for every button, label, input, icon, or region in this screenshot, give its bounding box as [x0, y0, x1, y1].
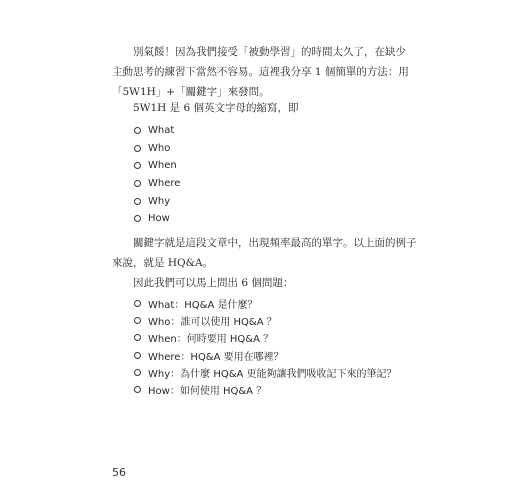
list-item: Where [134, 175, 180, 193]
intro-line-1: 別氣餒！因為我們接受「被動學習」的時間太久了，在缺少 [133, 46, 406, 58]
keyword-paragraph [112, 233, 417, 273]
list-item: How [134, 210, 180, 228]
intro-line-2: 主動思考的練習下當然不容易。這裡我分享 1 個簡單的方法：用 [112, 66, 409, 78]
hollow-circle-bullet-icon [134, 317, 141, 324]
keyword-line-1: 關鍵字就是這段文章中，出現頻率最高的單字。以上面的例子 [133, 237, 417, 249]
hollow-circle-bullet-icon [134, 198, 141, 205]
questions-list [134, 295, 397, 398]
page-number: 56 [112, 466, 126, 479]
list-item: Why：為什麼 HQ&A 更能夠讓我們吸收記下來的筆記？ [134, 364, 397, 381]
five-w-one-h-definition: 5W1H 是 6 個英文字母的縮寫，即 [133, 102, 299, 114]
hollow-circle-bullet-icon [134, 127, 141, 134]
list-item: Who [134, 140, 180, 158]
list-item: Where：HQ&A 要用在哪裡？ [134, 347, 397, 364]
list-item: When [134, 157, 180, 175]
keyword-line-2: 來說，就是 HQ&A。 [112, 257, 214, 269]
hollow-circle-bullet-icon [134, 369, 141, 376]
list-item: How：如何使用 HQ&A ？ [134, 381, 397, 398]
list-item: When：何時要用 HQ&A ？ [134, 329, 397, 346]
hollow-circle-bullet-icon [134, 386, 141, 393]
hollow-circle-bullet-icon [134, 334, 141, 341]
list-item: Why [134, 192, 180, 210]
hollow-circle-bullet-icon [134, 162, 141, 169]
hollow-circle-bullet-icon [134, 180, 141, 187]
five-w-one-h-list [134, 122, 180, 228]
hollow-circle-bullet-icon [134, 352, 141, 359]
list-item: What [134, 122, 180, 140]
questions-intro: 因此我們可以馬上問出 6 個問題： [133, 277, 294, 289]
hollow-circle-bullet-icon [134, 145, 141, 152]
intro-line-3: 「5W1H」+「關鍵字」來發問。 [112, 86, 270, 98]
intro-paragraph [112, 42, 412, 102]
hollow-circle-bullet-icon [134, 300, 141, 307]
hollow-circle-bullet-icon [134, 215, 141, 222]
list-item: What：HQ&A 是什麼？ [134, 295, 397, 312]
list-item: Who：誰可以使用 HQ&A ？ [134, 312, 397, 329]
